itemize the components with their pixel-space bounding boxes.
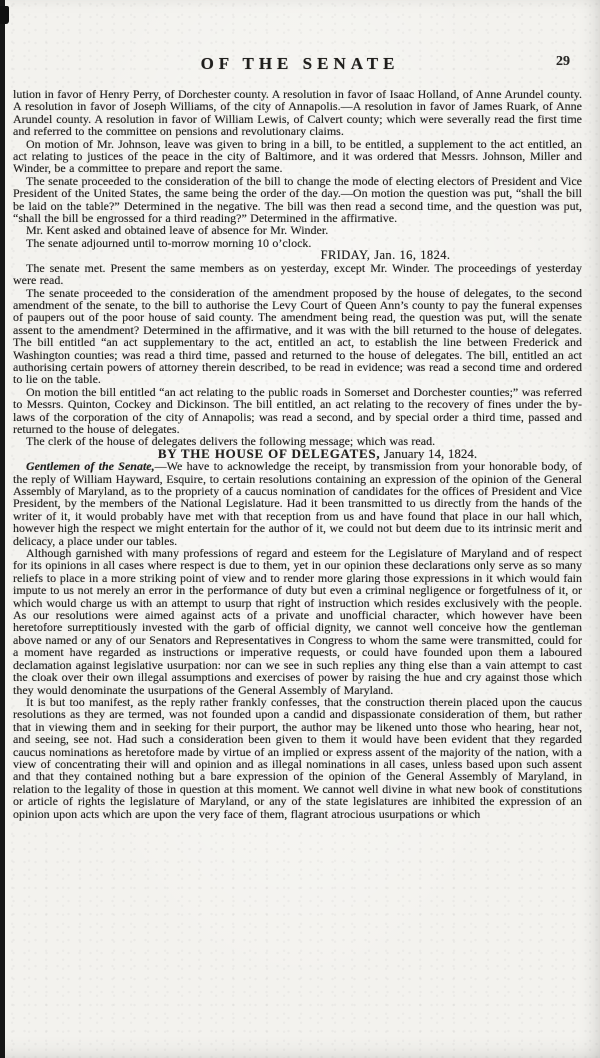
message-heading-caps: BY THE HOUSE OF DELEGATES, — [157, 445, 381, 461]
running-title: OF THE SENATE — [200, 54, 400, 73]
page-header — [0, 0, 600, 78]
paragraph: Mr. Kent asked and obtained leave of absence for Mr. Winder. — [26, 223, 329, 238]
paragraph: The senate adjourned until to-morrow morning 10 o’clock. — [26, 235, 312, 250]
page-number: 29 — [556, 54, 570, 69]
scan-gutter-shadow — [0, 0, 5, 1058]
session-dateline: FRIDAY, Jan. 16, 1824. — [320, 248, 451, 263]
message-heading-date: January 14, 1824. — [380, 445, 478, 461]
message-heading — [33, 445, 600, 461]
continuation-paragraph: lution in favor of Henry Perry, of Dorchester county. A resolution in favor of Isaac Holland, of Anne Arundel county. A resolution in favor of Joseph Williams, of the city of Annapolis.—A resolution in favor of James Ruark, of Anne Arundel county. A resolution in favor of William Lewis, of Calvert county; which were severally read the first time and referred to the committee on pensions and revolutionary claims. — [13, 87, 582, 139]
message-salutation-paragraph: Gentlemen of the Senate,—We have to acknowledge the receipt, by transmission from your honorable body, of the reply of William Hayward, Esquire, to certain resolutions containing an expression of the opinion of the General Assembly of Maryland, as to the propriety of a caucus nomination of candidates for the offices of President and Vice President, by the members of the National Legislature. Had it been transmitted to us directly from the hands of the writer of it, it would probably have met with that reception from us and have found that place in our hall which, however high the respect we might entertain for the author of it, we could not but deem due to its intrinsic merit and delicacy, a place under our tables. — [13, 459, 583, 548]
salutation-lead: Gentlemen of the Senate, — [26, 459, 155, 474]
document-body — [13, 88, 582, 820]
paragraph: It is but too manifest, as the reply rather frankly confesses, that the construction therein placed upon the caucus resolutions as they are termed, was not founded upon a candid and dispassionate consideration of them, but rather that in viewing them and in seeking for their purport, the author may be likened unto those who hearing, hear not, and seeing, see not. Had such a consideration been given to them it would have been evident that they regarded caucus nominations as heretofore made by virtue of an implied or express assent of the majority of the nation, with a view of concentrating their will and opinion and as illegal nominations in all cases, unless based upon such assent and that they contained nothing but a bare expression of the opinion of the General Assembly of Maryland, in relation to the legality of those in question at this moment. We cannot well divine in what new book of constitutions or article of rights the legislature of Maryland, or any of the state legislatures are inhibited the expression of an opinion upon acts which are upon the very face of them, flagrant atrocious usurpations or which — [13, 694, 582, 821]
paragraph: On motion the bill entitled “an act relating to the public roads in Somerset and Dorchester counties;” was referred to Messrs. Quinton, Cockey and Dickinson. The bill entitled, an act relating to the recovery of fines under the by-laws of the corporation of the city of Annapolis; was read a second, and by special order a third time, passed and returned to the house of delegates. — [13, 384, 582, 436]
paragraph: Although garnished with many professions of regard and esteem for the Legislature of Maryland and of respect for its opinions in all cases where respect is due to them, yet in our opinion these declarations only serve as so many reliefs to place in a more striking point of view and to render more glaring those expressions in it which would fain impute to us not merely an error in the performance of duty but even a criminal negligence or forgetfulness of it, or which would charge us with an attempt to usurp that right of instruction which resides exclusively with the people. As our resolutions were aimed against acts of a private and unofficial character, which however have been heretofore surreptitiously invested with the garb of official dignity, we cannot well conceive how the gentleman above named or any of our Senators and Representatives in Congress to whom the same were transmitted, could for a moment have regarded as instructions or imperative requests, or could have founded upon them a laboured declamation against legislative usurpation: nor can we see in such replies any thing else than a vain attempt to cast the cloak over their own illegal assumptions and exercises of power by raising the hue and cry against those which they would denominate the usurpations of the General Assembly of Maryland. — [13, 546, 582, 697]
paragraph: The senate proceeded to the consideration of the bill to change the mode of electing electors of President and Vice President of the United States, the same being the order of the day.—On motion the question was put, “shall the bill be laid on the table?” Determined in the negative. The bill was then read a second time, and the question was put, “shall the bill be engrossed for a third reading?” Determined in the affirmative. — [13, 173, 582, 226]
paragraph: The senate met. Present the same members as on yesterday, except Mr. Winder. The proceedings of yesterday were read. — [13, 260, 582, 288]
paragraph: The clerk of the house of delegates delivers the following message; which was read. — [26, 434, 436, 449]
paragraph: The senate proceeded to the consideration of the amendment proposed by the house of delegates, to the second amendment of the senate, to the bill to authorise the Levy Court of Queen Ann’s county to pay the funeral expenses of paupers out of the poor house of said county. The amendment being read, the question was put, will the senate assent to the amendment? Determined in the affirmative, and it was with the bill returned to the house of delegates. The bill entitled “an act supplementary to the act, entitled an act, to establish the line between Frederick and Washington counties; was read a third time, passed and returned to the house of delegates. The bill, entitled an act authorising certain powers of attorney therein described, to be read in evidence; was read a second time and ordered to lie on the table. — [13, 285, 582, 387]
paragraph: On motion of Mr. Johnson, leave was given to bring in a bill, to be entitled, a supplement to the act entitled, an act relating to justices of the peace in the city of Baltimore, and it was ordered that Messrs. Johnson, Miller and Winder, be a committee to prepare and report the same. — [13, 136, 582, 176]
